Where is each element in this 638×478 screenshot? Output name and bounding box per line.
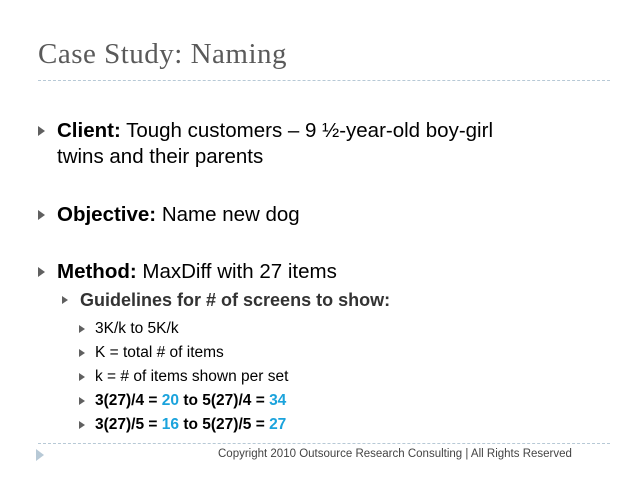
calc4-value2: 34 <box>269 392 287 409</box>
sub-sub-bullet-arrow-icon <box>79 373 85 381</box>
sub-bullet-arrow-icon <box>62 296 68 304</box>
sub-sub-bullet-arrow-icon <box>79 325 85 333</box>
bullet-arrow-icon <box>38 126 45 136</box>
footer-divider <box>38 443 610 444</box>
sub-sub-bullet-total-items: K = total # of items <box>95 344 224 361</box>
sub-sub-bullet-items-per-set: k = # of items shown per set <box>95 368 289 385</box>
calc5-value2: 27 <box>269 416 287 433</box>
slide-title: Case Study: Naming <box>38 38 288 70</box>
client-text-line2: twins and their parents <box>57 145 264 168</box>
client-label: Client: <box>57 119 121 142</box>
method-text: MaxDiff with 27 items <box>136 260 337 283</box>
bullet-method <box>57 259 337 285</box>
sub-bullet-guidelines: Guidelines for # of screens to show: <box>80 290 391 310</box>
sub-sub-bullet-calc-4 <box>95 391 286 411</box>
sub-sub-bullet-arrow-icon <box>79 397 85 405</box>
bullet-client <box>57 118 493 144</box>
sub-sub-bullet-arrow-icon <box>79 349 85 357</box>
calc4-part1: 3(27)/4 = <box>95 392 162 409</box>
calc5-value1: 16 <box>161 416 180 433</box>
bullet-objective <box>57 202 300 228</box>
calc5-part2: to 5(27)/5 = <box>179 416 270 433</box>
client-text-line1: Tough customers – 9 ½-year-old boy-girl <box>120 119 493 142</box>
sub-sub-bullet-arrow-icon <box>79 421 85 429</box>
method-label: Method: <box>57 260 137 283</box>
calc4-part2: to 5(27)/4 = <box>179 392 270 409</box>
sub-sub-bullet-formula: 3K/k to 5K/k <box>95 320 179 337</box>
bullet-arrow-icon <box>38 267 45 277</box>
bullet-arrow-icon <box>38 210 45 220</box>
objective-label: Objective: <box>57 203 157 226</box>
title-divider <box>38 80 610 81</box>
footer-arrow-icon <box>36 449 44 461</box>
calc5-part1: 3(27)/5 = <box>95 416 162 433</box>
footer-copyright: Copyright 2010 Outsource Research Consulting | All Rights Reserved <box>218 448 572 460</box>
objective-text: Name new dog <box>156 203 300 226</box>
calc4-value1: 20 <box>161 392 180 409</box>
sub-sub-bullet-calc-5 <box>95 415 286 435</box>
